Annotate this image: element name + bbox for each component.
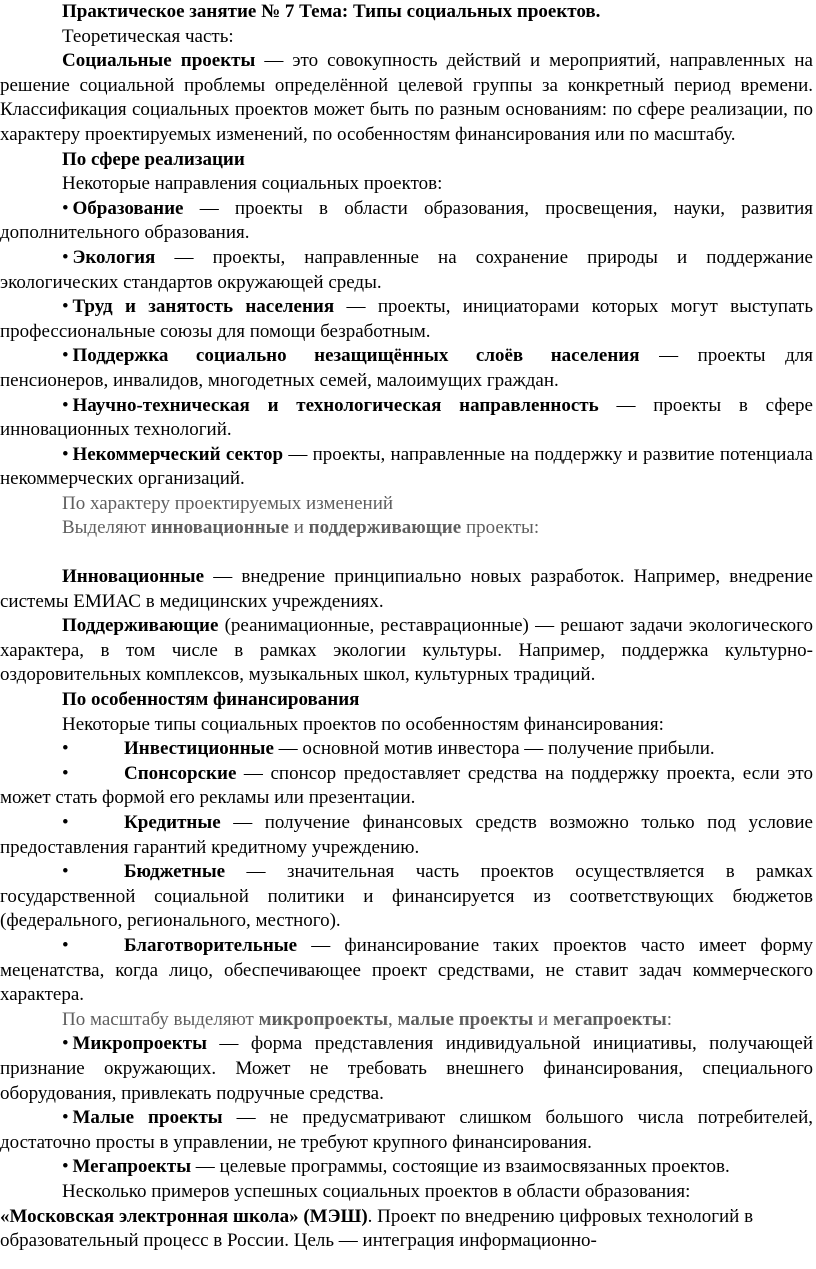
list-item: • Благотворительные — финансирование таких проектов часто имеет форму меценатства, когда лицо, обеспечивающее проект средствами, не ставит задач коммерческого характера. bbox=[0, 934, 813, 1006]
bullet-icon: • bbox=[62, 443, 69, 465]
bullet-icon: • bbox=[62, 246, 69, 268]
list-item: • Мегапроекты — целевые программы, состоящие из взаимосвязанных проектов. bbox=[62, 1156, 730, 1178]
list-item: • Микропроекты — форма представления индивидуальной инициативы, получающей признание окружающих. Может не требовать внешнего финансирования, специального оборудования, привлекать подручные средства. bbox=[0, 1033, 813, 1104]
list-item: • Инвестиционные — основной мотив инвестора — получение прибыли. bbox=[0, 737, 813, 762]
section-heading-sphere: По сфере реализации bbox=[62, 148, 245, 170]
bullet-icon: • bbox=[62, 197, 69, 219]
section-lead: Выделяют инновационные и поддерживающие проекты: bbox=[62, 517, 540, 539]
bullet-icon: • bbox=[62, 861, 69, 883]
bullet-icon: • bbox=[62, 345, 69, 367]
list-item: • Кредитные — получение финансовых средств возможно только под условие предоставления гарантий кредитному учреждению. bbox=[0, 812, 813, 858]
list-item: • Научно-техническая и технологическая направленность — проекты в сфере инновационных технологий. bbox=[0, 394, 813, 441]
examples-lead: Несколько примеров успешных социальных проектов в области образования: bbox=[62, 1180, 691, 1202]
page-title: Практическое занятие № 7 Тема: Типы социальных проектов. bbox=[62, 1, 601, 22]
example-paragraph: «Московская электронная школа» (МЭШ). Проект по внедрению цифровых технологий в образовательный процесс в России. Цель — интеграция информационно- bbox=[0, 1205, 754, 1252]
list-item: • Труд и занятость населения — проекты, инициаторами которых могут выступать профессиональные союзы для помощи безработным. bbox=[0, 296, 813, 342]
section-lead-scale: По масштабу выделяют микропроекты, малые проекты и мегапроекты: bbox=[62, 1008, 673, 1030]
paragraph: Инновационные — внедрение принципиально новых разработок. Например, внедрение системы ЕМИАС в медицинских учреждениях. bbox=[0, 566, 813, 612]
list-item: • Некоммерческий сектор — проекты, направленные на поддержку и развитие потенциала некоммерческих организаций. bbox=[0, 443, 813, 490]
subtitle: Теоретическая часть: bbox=[62, 25, 234, 47]
intro-paragraph: Социальные проекты — это совокупность действий и мероприятий, направленных на решение социальной проблемы определённой целевой группы за конкретный период времени. Классификация социальных проектов может быть по разным основаниям: по сфере реализации, по характеру проектируемых изменений, по особенностям финансирования или по масштабу. bbox=[0, 50, 813, 145]
bullet-icon: • bbox=[62, 1033, 69, 1055]
bullet-icon: • bbox=[62, 934, 69, 956]
list-item: • Поддержка социально незащищённых слоёв населения — проекты для пенсионеров, инвалидов, многодетных семей, малоимущих граждан. bbox=[0, 345, 813, 391]
section-lead: Некоторые типы социальных проектов по особенностям финансирования: bbox=[62, 713, 664, 735]
bullet-icon: • bbox=[62, 1156, 69, 1178]
bullet-icon: • bbox=[62, 812, 69, 833]
bullet-icon: • bbox=[62, 762, 69, 784]
list-item: • Экология — проекты, направленные на сохранение природы и поддержание экологических стандартов окружающей среды. bbox=[0, 246, 813, 293]
list-item: • Бюджетные — значительная часть проектов осуществляется в рамках государственной социальной политики и финансируется из соответствующих бюджетов (федерального, регионального, местного). bbox=[0, 861, 813, 932]
bullet-icon: • bbox=[62, 738, 69, 760]
section-lead: Некоторые направления социальных проектов: bbox=[62, 173, 443, 195]
bullet-icon: • bbox=[62, 394, 69, 416]
bullet-icon: • bbox=[62, 1107, 69, 1129]
bullet-icon: • bbox=[62, 296, 69, 318]
spacer bbox=[0, 541, 813, 565]
list-item: • Спонсорские — спонсор предоставляет средства на поддержку проекта, если это может стать формой его рекламы или презентации. bbox=[0, 762, 813, 809]
section-heading-finance: По особенностям финансирования bbox=[62, 689, 360, 711]
list-item: • Образование — проекты в области образования, просвещения, науки, развития дополнительного образования. bbox=[0, 197, 813, 244]
list-item: • Малые проекты — не предусматривают слишком большого числа потребителей, достаточно просты в управлении, не требуют крупного финансирования. bbox=[0, 1107, 813, 1153]
section-heading-change: По характеру проектируемых изменений bbox=[62, 492, 394, 514]
paragraph: Поддерживающие (реанимационные, реставрационные) — решают задачи экологического характера, в том числе в рамках экологии культуры. Например, поддержка культурно-оздоровительных комплексов, музыкальных школ, культурных традиций. bbox=[0, 615, 813, 686]
term: Социальные проекты bbox=[62, 50, 256, 72]
